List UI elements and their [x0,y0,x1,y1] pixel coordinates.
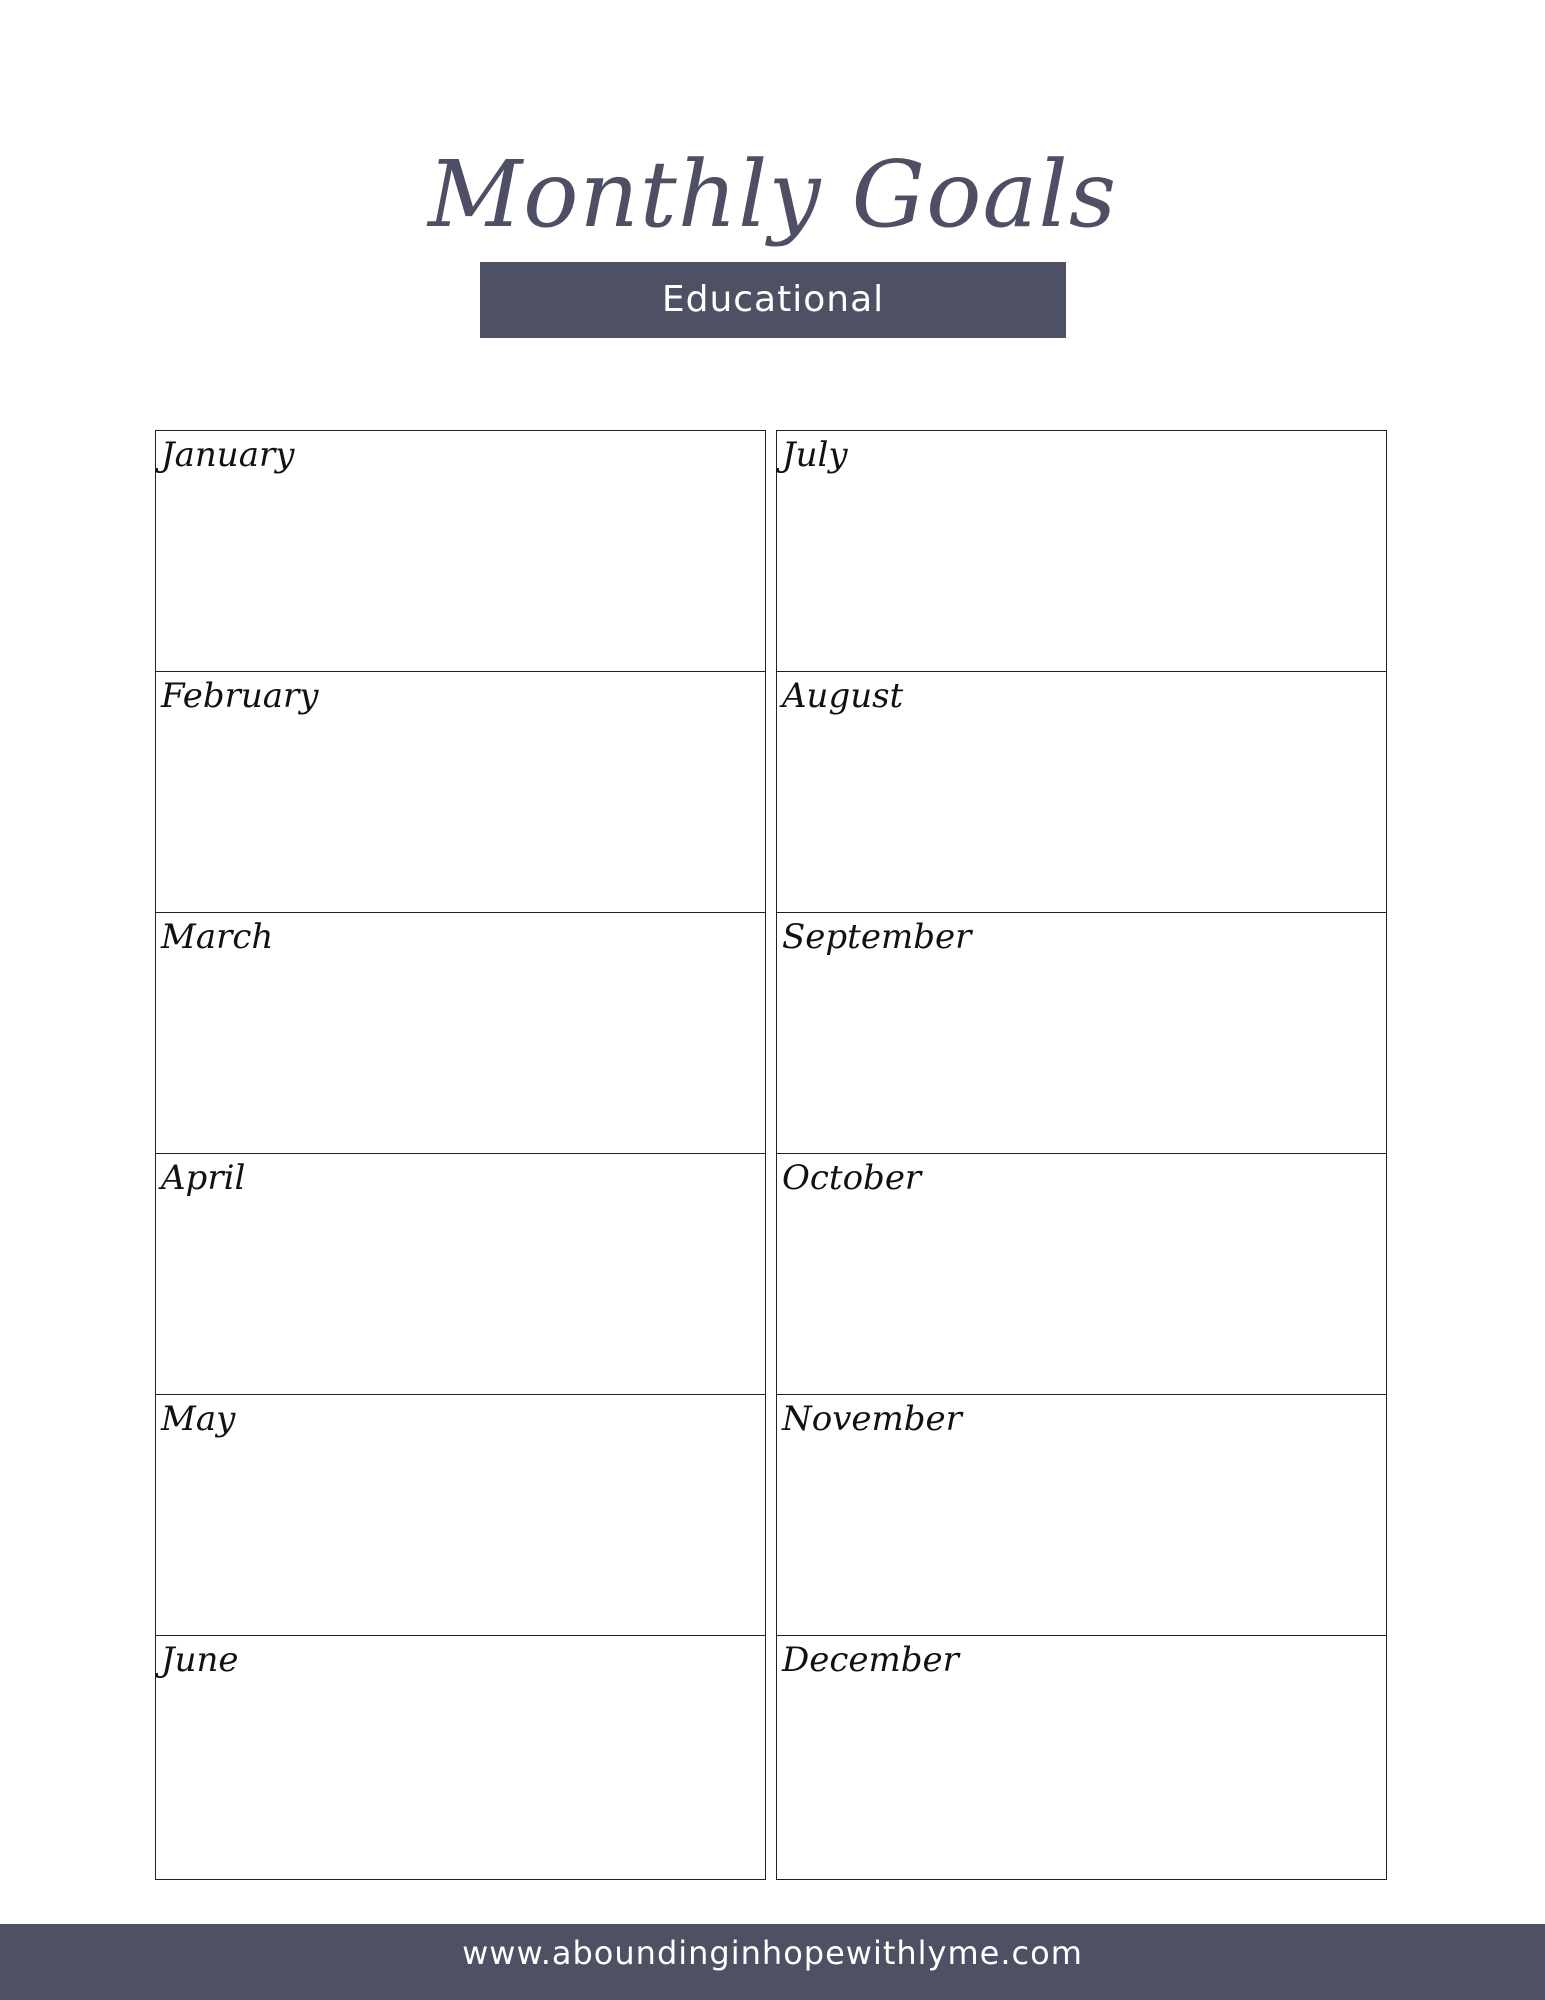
page-title: Monthly Goals [427,141,1118,248]
month-box-august [776,671,1387,913]
month-label: February [161,676,319,716]
month-box-january [155,430,766,672]
month-box-march [155,912,766,1154]
month-label: November [782,1399,962,1439]
month-box-november [776,1394,1387,1636]
month-label: July [782,435,848,475]
footer-website: www.aboundinginhopewithlyme.com [462,1934,1083,1972]
month-box-september [776,912,1387,1154]
month-label: August [782,676,904,716]
month-label: March [161,917,274,957]
month-label: September [782,917,972,957]
month-box-february [155,671,766,913]
month-label: December [782,1640,959,1680]
month-label: October [782,1158,922,1198]
month-box-december [776,1635,1387,1880]
month-label: January [161,435,295,475]
month-column-right [776,430,1389,1880]
month-grid [155,430,1390,1880]
category-badge: Educational [480,262,1066,338]
footer-bar [0,1924,1545,2000]
month-column-left [155,430,768,1880]
month-box-october [776,1153,1387,1395]
month-label: June [161,1640,239,1680]
month-label: April [161,1158,246,1198]
month-box-april [155,1153,766,1395]
month-box-july [776,430,1387,672]
month-box-june [155,1635,766,1880]
month-label: May [161,1399,236,1439]
month-box-may [155,1394,766,1636]
